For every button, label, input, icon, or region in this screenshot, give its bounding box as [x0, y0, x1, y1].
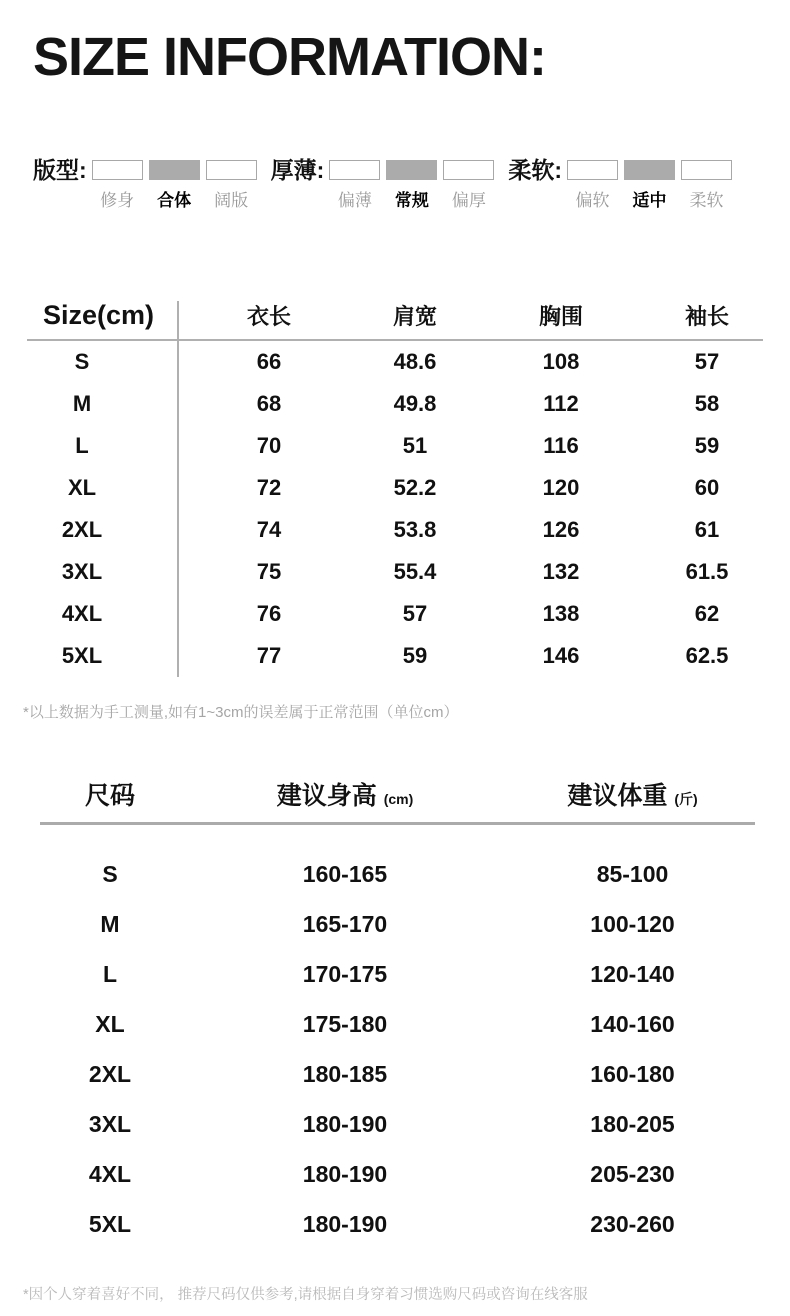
col-header-weight	[510, 776, 755, 812]
cell-chest: 138	[542, 601, 580, 626]
header-weight-text: 建议体重	[567, 782, 668, 810]
header-height-text: 建议身高	[276, 782, 377, 810]
recommend-table-body	[40, 825, 755, 1249]
option-label: 偏软	[575, 191, 610, 210]
size-label: S	[74, 349, 90, 374]
attribute-group-fit	[33, 158, 257, 211]
option-label: 合体	[157, 191, 192, 210]
recommend-row-3xl	[40, 1099, 755, 1149]
attribute-options	[329, 158, 494, 211]
cell-shoulder: 57	[402, 601, 428, 626]
cell-height-range: 180-185	[302, 1060, 388, 1087]
option-fit-loose	[206, 158, 257, 211]
option-box	[443, 160, 494, 180]
attribute-label: 厚薄:	[270, 157, 325, 183]
cell-height-range: 175-180	[302, 1010, 388, 1037]
cell-sleeve: 58	[694, 391, 720, 416]
cell-sleeve: 61	[694, 517, 720, 542]
option-medium-selected	[624, 158, 675, 211]
option-fit-slim	[92, 158, 143, 211]
cell-length: 66	[256, 349, 282, 374]
col-header-size: Size(cm)	[43, 299, 155, 330]
recommend-row-4xl	[40, 1149, 755, 1199]
size-table-divider	[177, 301, 179, 677]
attribute-options	[567, 158, 732, 211]
size-label: 5XL	[61, 643, 103, 668]
attribute-group-thickness	[271, 158, 495, 211]
cell-chest: 126	[542, 517, 580, 542]
cell-shoulder: 55.4	[393, 559, 437, 584]
size-table-row-xl	[27, 467, 763, 509]
cell-shoulder: 51	[402, 433, 428, 458]
option-normal-selected	[386, 158, 437, 211]
size-label: 4XL	[61, 601, 103, 626]
size-table	[27, 299, 763, 677]
option-box	[567, 160, 618, 180]
recommend-row-m	[40, 899, 755, 949]
option-label: 柔软	[689, 191, 724, 210]
size-label: 5XL	[88, 1210, 132, 1237]
attribute-label: 版型:	[33, 157, 87, 183]
cell-height-range: 165-170	[302, 910, 388, 937]
cell-length: 72	[256, 475, 282, 500]
cell-shoulder: 59	[402, 643, 428, 668]
recommend-row-l	[40, 949, 755, 999]
cell-chest: 120	[542, 475, 580, 500]
header-height-unit: (cm)	[383, 791, 414, 807]
option-label: 偏薄	[337, 191, 372, 210]
attribute-label: 柔软:	[508, 157, 563, 183]
option-supple	[681, 158, 732, 211]
page-title: SIZE INFORMATION:	[33, 27, 546, 87]
size-label: L	[102, 960, 118, 987]
cell-weight-range: 120-140	[590, 960, 675, 987]
size-label: 3XL	[61, 559, 103, 584]
size-label: M	[100, 910, 120, 937]
cell-chest: 108	[542, 349, 580, 374]
col-header-size-code: 尺码	[84, 782, 135, 810]
option-box	[329, 160, 380, 180]
cell-weight-range: 85-100	[596, 860, 669, 887]
option-box-selected	[624, 160, 675, 180]
measurement-note: *以上数据为手工测量,如有1~3cm的误差属于正常范围（单位cm）	[23, 704, 459, 721]
cell-weight-range: 205-230	[590, 1160, 675, 1187]
header-weight-unit: (斤)	[674, 791, 698, 807]
cell-sleeve: 60	[694, 475, 720, 500]
option-box	[681, 160, 732, 180]
option-soft	[567, 158, 618, 211]
option-label: 适中	[632, 191, 667, 210]
cell-sleeve: 57	[694, 349, 720, 374]
option-label: 常规	[394, 191, 429, 210]
size-label: XL	[95, 1010, 125, 1037]
attribute-options	[92, 158, 257, 211]
recommend-row-5xl	[40, 1199, 755, 1249]
cell-weight-range: 230-260	[590, 1210, 675, 1237]
cell-sleeve: 59	[694, 433, 720, 458]
size-label: S	[102, 860, 118, 887]
cell-chest: 112	[543, 391, 579, 416]
option-label: 修身	[100, 191, 135, 210]
size-label: 2XL	[88, 1060, 132, 1087]
option-box	[206, 160, 257, 180]
cell-length: 74	[256, 517, 282, 542]
option-thick	[443, 158, 494, 211]
option-box-selected	[149, 160, 200, 180]
option-box-selected	[386, 160, 437, 180]
cell-weight-range: 140-160	[590, 1010, 675, 1037]
size-table-header	[27, 299, 763, 331]
cell-shoulder: 53.8	[393, 517, 437, 542]
option-label: 阔版	[214, 191, 249, 210]
recommend-row-xl	[40, 999, 755, 1049]
cell-length: 77	[256, 643, 282, 668]
cell-length: 75	[256, 559, 282, 584]
cell-sleeve: 62	[694, 601, 720, 626]
option-box	[92, 160, 143, 180]
col-header-sleeve: 袖长	[684, 303, 729, 329]
size-table-row-l	[27, 425, 763, 467]
cell-length: 68	[256, 391, 282, 416]
size-table-row-s	[27, 341, 763, 383]
cell-shoulder: 49.8	[393, 391, 437, 416]
size-table-row-m	[27, 383, 763, 425]
cell-length: 70	[256, 433, 282, 458]
size-table-row-4xl	[27, 593, 763, 635]
cell-weight-range: 160-180	[590, 1060, 675, 1087]
cell-height-range: 170-175	[302, 960, 388, 987]
cell-chest: 116	[543, 433, 579, 458]
cell-height-range: 160-165	[302, 860, 388, 887]
size-table-row-5xl	[27, 635, 763, 677]
cell-length: 76	[256, 601, 282, 626]
recommend-table-header	[40, 776, 755, 812]
size-table-body	[27, 341, 763, 677]
cell-height-range: 180-190	[302, 1160, 388, 1187]
size-label: M	[72, 391, 92, 416]
col-header-chest: 胸围	[538, 303, 583, 329]
option-label: 偏厚	[451, 191, 486, 210]
cell-sleeve: 62.5	[685, 643, 729, 668]
cell-height-range: 180-190	[302, 1210, 388, 1237]
attribute-bars	[33, 158, 790, 211]
col-header-shoulder: 肩宽	[392, 303, 437, 329]
size-label: 3XL	[88, 1110, 132, 1137]
size-label: 4XL	[88, 1160, 132, 1187]
recommend-row-s	[40, 849, 755, 899]
size-table-row-3xl	[27, 551, 763, 593]
col-header-height	[180, 776, 510, 812]
cell-chest: 146	[542, 643, 580, 668]
cell-shoulder: 52.2	[393, 475, 437, 500]
cell-chest: 132	[542, 559, 580, 584]
option-fit-regular-selected	[149, 158, 200, 211]
option-thin	[329, 158, 380, 211]
attribute-group-softness	[508, 158, 732, 211]
cell-weight-range: 100-120	[590, 910, 675, 937]
preference-note: *因个人穿着喜好不同， 推荐尺码仅供参考,请根据自身穿着习惯选购尺码或咨询在线客服	[23, 1287, 588, 1303]
col-header-length: 衣长	[246, 303, 291, 329]
cell-shoulder: 48.6	[393, 349, 437, 374]
size-label: L	[75, 433, 89, 458]
cell-height-range: 180-190	[302, 1110, 388, 1137]
recommend-row-2xl	[40, 1049, 755, 1099]
size-label: XL	[67, 475, 97, 500]
recommend-table	[40, 776, 755, 1249]
cell-sleeve: 61.5	[685, 559, 729, 584]
size-table-row-2xl	[27, 509, 763, 551]
size-label: 2XL	[61, 517, 103, 542]
cell-weight-range: 180-205	[590, 1110, 675, 1137]
